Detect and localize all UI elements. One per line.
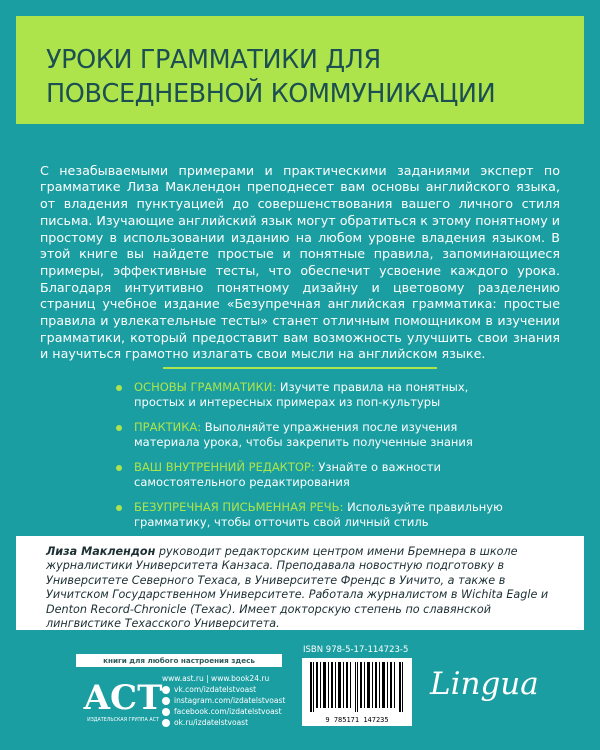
feature-list (116, 380, 516, 540)
barcode-number: 9 785171 147235 (325, 716, 389, 724)
vk-icon (162, 686, 170, 694)
facebook-icon (162, 708, 170, 716)
bullet-icon (116, 425, 122, 431)
title-line-1: УРОКИ ГРАММАТИКИ ДЛЯ (46, 45, 381, 75)
link-ok[interactable] (162, 717, 285, 728)
feature-title: ПРАКТИКА: (134, 420, 202, 434)
lingua-logo: Lingua (430, 666, 539, 702)
feature-item (116, 460, 516, 489)
bullet-icon (116, 465, 122, 471)
publisher-links (162, 673, 285, 728)
publisher-name: ИЗДАТЕЛЬСКАЯ ГРУППА АСТ (87, 718, 159, 723)
section-divider (163, 367, 437, 369)
barcode-bars (310, 662, 404, 712)
feature-item (116, 420, 516, 449)
feature-item (116, 380, 516, 409)
ok-icon (162, 719, 170, 727)
feature-title: ОСНОВЫ ГРАММАТИКИ: (134, 380, 277, 394)
link-text: instagram.com/izdatelstvoast (174, 696, 286, 705)
author-bio-panel (16, 536, 584, 630)
tagline: книги для любого настроения здесь (76, 654, 282, 667)
barcode (302, 658, 412, 726)
isbn-label: ISBN 978-5-17-114723-5 (303, 645, 409, 655)
bullet-icon (116, 385, 122, 391)
web-link[interactable]: www.ast.ru | www.book24.ru (162, 674, 270, 683)
feature-item (116, 500, 516, 529)
book-description: С незабываемыми примерами и практическими заданиями эксперт по грамматике Лиза Маклендон преподнесет вам основы английского языка, от владения пунктуацией до совершенствования вашего личного стиля письма. Изучающие английский язык могут обратиться к этому понятному и простому в использовании изданию на любом уровне владения языком. В этой книге вы найдете простые и понятные правила, запоминающиеся примеры, эффективные тесты, что обеспечит усвоение каждого урока. Благодаря интуитивно понятному дизайну и цветовому разделению страниц учебное издание «Безупречная английская грамматика: простые правила и увлекательные тесты» станет отличным помощником в изучении грамматики, который предоставит вам возможность улучшить свои знания и научиться грамотно излагать свои мысли на английском языке. (40, 162, 560, 362)
link-text: facebook.com/izdatelstvoast (174, 707, 282, 716)
feature-title: ВАШ ВНУТРЕННИЙ РЕДАКТОР: (134, 460, 315, 474)
feature-text: Выполняйте упражнения после изучения материала урока, чтобы закрепить полученные знания (134, 420, 473, 449)
link-text: ok.ru/izdatelstvoast (174, 718, 249, 727)
link-text: vk.com/izdatelstvoast (174, 685, 257, 694)
author-name: Лиза Маклендон (46, 545, 156, 558)
feature-text: Изучите правила на понятных, простых и интересных примерах из поп-культуры (134, 380, 469, 409)
link-instagram[interactable] (162, 695, 285, 706)
feature-text: Используйте правильную грамматику, чтобы отточить свой личный стиль (134, 500, 503, 529)
link-vk[interactable] (162, 684, 285, 695)
instagram-icon (162, 697, 170, 705)
publisher-block (82, 678, 164, 723)
title-line-2: ПОВСЕДНЕВНОЙ КОММУНИКАЦИИ (46, 79, 496, 109)
title-panel (16, 16, 584, 124)
author-bio: руководит редакторским центром имени Бремнера в школе журналистики Университета Канзаса. Преподавала новостную подготовку в Университете Северного Техаса, в Университете Френдс в Уичито, а также в Уичитском Государственном Университете. Работала журналистом в Wichita Eagle и Denton Record-Chronicle (Техас). Имеет докторскую степень по славянской лингвистике Техасского Университета. (46, 545, 549, 631)
feature-text: Узнайте о важности самостоятельного редактирования (134, 460, 441, 489)
bullet-icon (116, 505, 122, 511)
ast-logo: ACT (83, 678, 163, 718)
feature-title: БЕЗУПРЕЧНАЯ ПИСЬМЕННАЯ РЕЧЬ: (134, 500, 344, 514)
link-facebook[interactable] (162, 706, 285, 717)
